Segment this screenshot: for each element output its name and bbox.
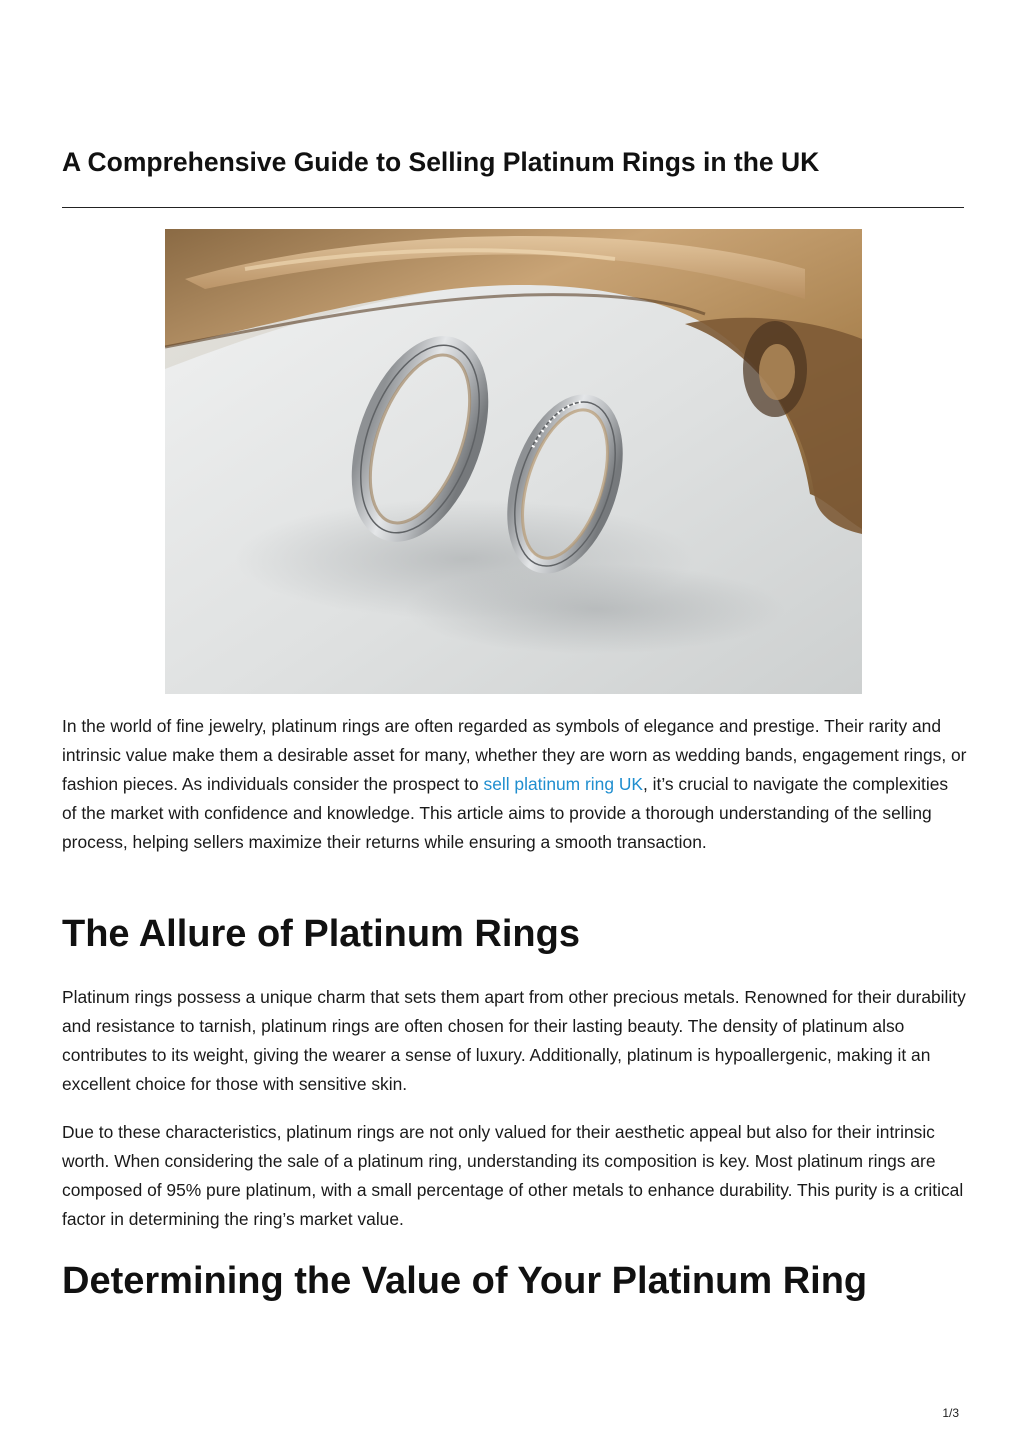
- intro-text-before-link: In the world of fine jewelry, platinum rings are often regarded as symbols of elegance and prestige. Their rarity and intrinsic value make them a desirable asset for many, whether they are worn as wedding bands, engagement rings, or fashion pieces. As individuals consider the prospect to: [62, 716, 967, 794]
- intro-text-after-link: , it’s crucial to navigate the complexities of the market with confidence and knowledge. This article aims to provide a thorough understanding of the selling process, helping sellers maximize their returns while ensuring a smooth transaction.: [62, 774, 949, 852]
- allure-paragraph-1: Platinum rings possess a unique charm that sets them apart from other precious metals. Renowned for their durability and resistance to tarnish, platinum rings are often chosen for their lasting beauty. The density of platinum also contributes to its weight, giving the wearer a sense of luxury. Additionally, platinum is hypoallergenic, making it an excellent choice for those with sensitive skin.: [62, 987, 966, 1094]
- section-heading-value: Determining the Value of Your Platinum Ring: [62, 1260, 868, 1302]
- page-number: 1/3: [942, 1406, 959, 1420]
- intro-paragraph: [62, 712, 967, 857]
- allure-paragraph-2: Due to these characteristics, platinum rings are not only valued for their aesthetic appeal but also for their intrinsic worth. When considering the sale of a platinum ring, understanding its composition is key. Most platinum rings are composed of 95% pure platinum, with a small percentage of other metals to enhance durability. This purity is a critical factor in determining the ring’s market value.: [62, 1122, 964, 1229]
- sell-platinum-ring-link[interactable]: sell platinum ring UK: [483, 774, 643, 794]
- hero-image: [165, 229, 862, 694]
- title-divider: [62, 207, 964, 208]
- section-heading-allure: The Allure of Platinum Rings: [62, 913, 580, 955]
- platinum-rings-photo: [165, 229, 862, 694]
- article-title: A Comprehensive Guide to Selling Platinum Rings in the UK: [62, 147, 820, 177]
